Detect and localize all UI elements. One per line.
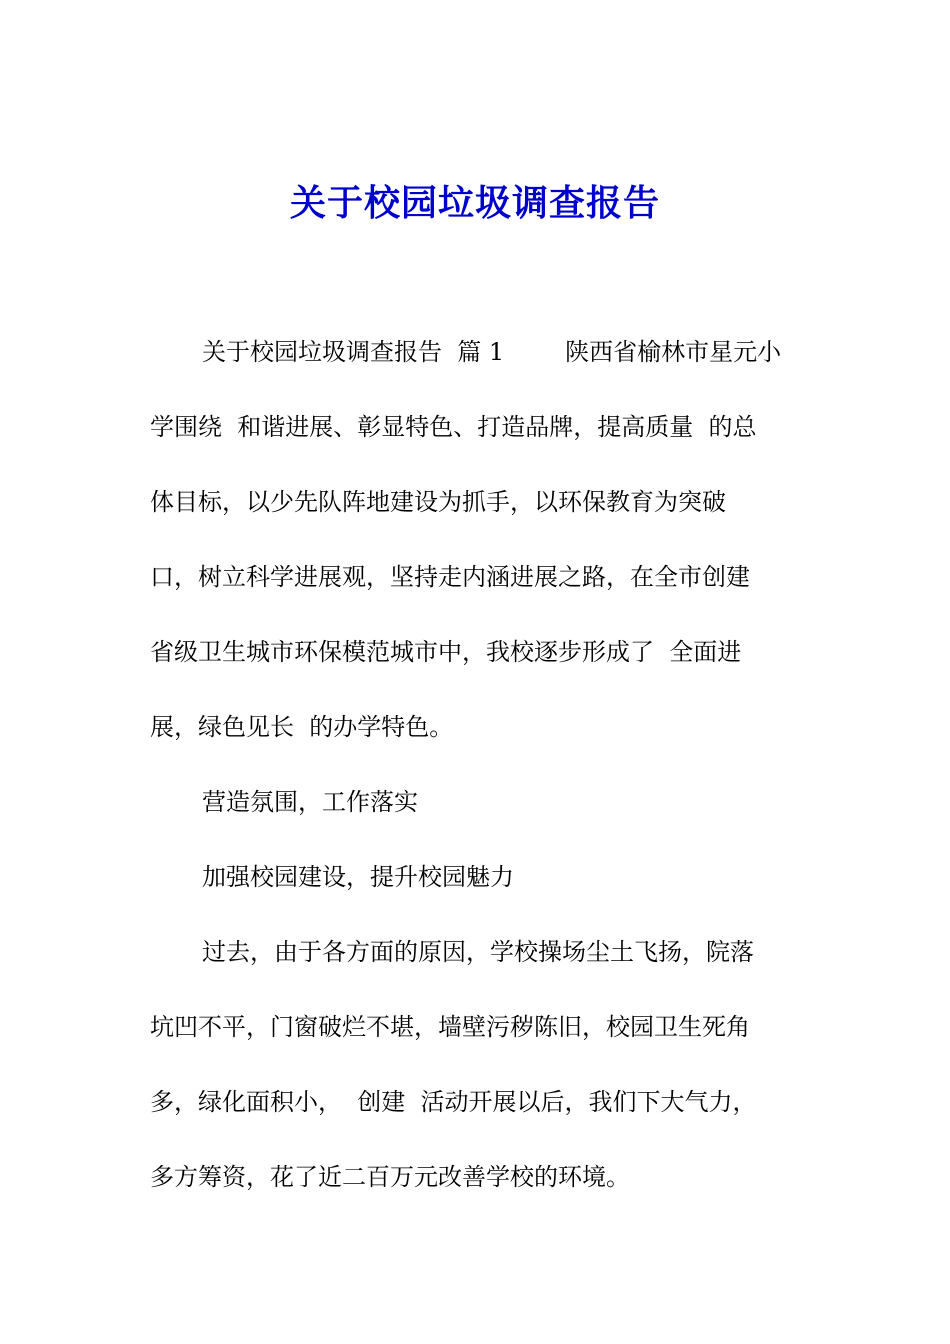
paragraph-line: 关于校园垃圾调查报告 篇 1 陕西省榆林市星元小 <box>202 338 782 366</box>
paragraph-line: 多方筹资，花了近二百万元改善学校的环境。 <box>150 1163 630 1191</box>
paragraph-line: 多，绿化面积小， 创建 活动开展以后，我们下大气力， <box>150 1088 757 1116</box>
paragraph-line: 体目标，以少先队阵地建设为抓手，以环保教育为突破 <box>150 488 726 516</box>
paragraph-line: 过去，由于各方面的原因，学校操场尘土飞扬，院落 <box>202 938 754 966</box>
section-heading-text: 营造氛围，工作落实 <box>202 788 418 816</box>
document-title: 关于校园垃圾调查报告 <box>289 182 660 224</box>
paragraph-line: 展，绿色见长 的办学特色。 <box>150 713 454 741</box>
section-heading-atmosphere <box>150 765 802 840</box>
paragraph-past <box>150 915 802 1215</box>
paragraph-line: 坑凹不平，门窗破烂不堪，墙壁污秽陈旧，校园卫生死角 <box>150 1013 750 1041</box>
section-heading-text: 加强校园建设，提升校园魅力 <box>202 863 514 891</box>
paragraph-intro <box>150 315 802 765</box>
section-heading-campus <box>150 840 802 915</box>
paragraph-line: 学围绕 和谐进展、彰显特色、打造品牌，提高质量 的总 <box>150 413 757 441</box>
paragraph-line: 省级卫生城市环保模范城市中，我校逐步形成了 全面进 <box>150 638 742 666</box>
paragraph-line: 口，树立科学进展观，坚持走内涵进展之路，在全市创建 <box>150 563 750 591</box>
